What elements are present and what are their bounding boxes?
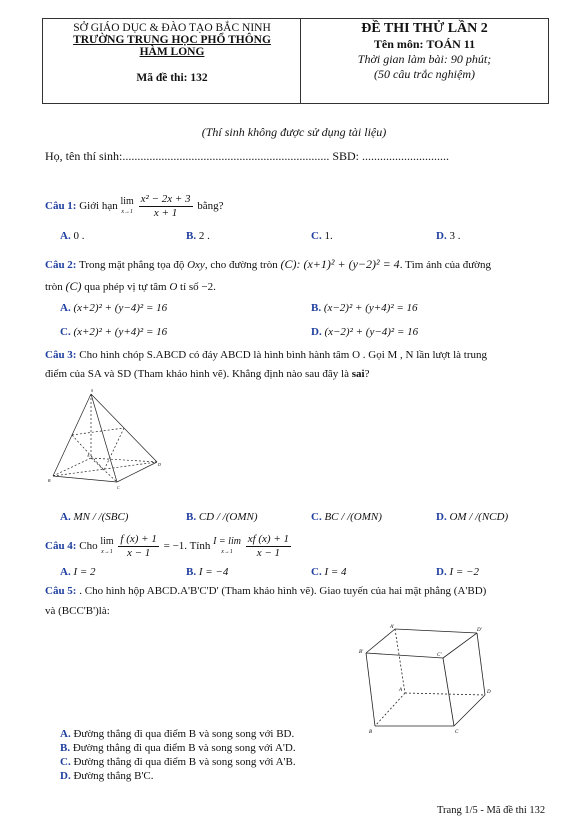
pyramid-label-b: B (48, 478, 51, 483)
school-name-line1: TRƯỜNG TRUNG HỌC PHỔ THÔNG (73, 34, 271, 46)
q2-option-b[interactable]: B. (x−2)² + (y+4)² = 16 (311, 302, 418, 314)
department-name: SỞ GIÁO DỤC & ĐÀO TẠO BẮC NINH (73, 22, 271, 34)
q1-option-a[interactable]: A. 0 . (60, 230, 85, 242)
q1-option-d[interactable]: D. 3 . (436, 230, 461, 242)
q4-option-c[interactable]: C. I = 4 (311, 566, 347, 578)
question-5: Câu 5: . Cho hình hộp ABCD.A'B'C'D' (Tham khảo hình vẽ). Giao tuyến của hai mặt phẳng (A'BD) (45, 585, 487, 597)
question-count: (50 câu trắc nghiệm) (374, 67, 475, 81)
pyramid-figure (47, 386, 165, 490)
pyramid-label-d: D (158, 462, 161, 467)
q2-option-c[interactable]: C. (x+2)² + (y+4)² = 16 (60, 326, 168, 338)
question-5-line2: và (BCC'B')là: (45, 605, 110, 617)
subject: Tên môn: TOÁN 11 (373, 37, 476, 51)
question-3: Câu 3: Cho hình chóp S.ABCD có đáy ABCD là hình bình hành tâm O . Gọi M , N lần lượt là trung (45, 349, 487, 361)
header-left (44, 22, 300, 84)
q4-limit-1: lim x→1 (100, 535, 114, 555)
exam-title: ĐỀ THI THỬ LẦN 2 (361, 21, 488, 36)
box-label-a: A (399, 688, 403, 693)
q4-option-b[interactable]: B. I = −4 (186, 566, 229, 578)
pyramid-label-s: S (91, 388, 93, 393)
notice: (Thí sinh không được sử dụng tài liệu) (201, 125, 387, 139)
box-label-b1: B' (359, 650, 364, 655)
school-name-line2: HÀM LONG (139, 46, 205, 58)
box-label-c1: C' (437, 653, 442, 658)
q1-option-b[interactable]: B. 2 . (186, 230, 210, 242)
q3-option-c[interactable]: C. BC / /(OMN) (311, 511, 382, 523)
box-figure (355, 623, 500, 735)
q5-option-c[interactable]: C. Đường thẳng đi qua điểm B và song song với A'B. (60, 756, 296, 768)
q4-label: Câu 4: (45, 540, 77, 553)
q1-option-c[interactable]: C. 1. (311, 230, 333, 242)
q5-option-b[interactable]: B. Đường thẳng đi qua điểm B và song song với A'D. (60, 742, 296, 754)
q4-fraction-1: $\frac{f (x) + 1}{x - 1}$ (120, 533, 157, 559)
q5-option-a[interactable]: A. Đường thẳng đi qua điểm B và song song với BD. (60, 728, 295, 740)
q1-fraction: $\frac{\text{x² − 2x + 3}}{x + 1}$ (140, 193, 191, 219)
q1-text-end: bằng? (197, 200, 224, 213)
q2-option-a[interactable]: A. (x+2)² + (y−4)² = 16 (60, 302, 168, 314)
student-info-line: Họ, tên thí sinh:..................................................................... SBD: ............................. (45, 149, 450, 163)
q1-label: Câu 1: (45, 200, 77, 213)
q5-option-d[interactable]: D. Đường thẳng B'C. (60, 770, 154, 782)
header-right (302, 21, 547, 82)
q4-option-d[interactable]: D. I = −2 (436, 566, 479, 578)
box-label-d1: D' (477, 628, 482, 633)
q1-limit: lim x→1 (120, 195, 134, 215)
header-divider (300, 18, 301, 104)
question-3-line2: điểm của SA và SD (Tham khảo hình vẽ). Khẳng định nào sau đây là sai? (45, 368, 370, 380)
q4-option-a[interactable]: A. I = 2 (60, 566, 96, 578)
q1-text: Giới hạn (79, 200, 118, 213)
question-2-line2: tròn (C) qua phép vị tự tâm O tỉ số −2. (45, 279, 216, 293)
q3-option-d[interactable]: D. OM / /(NCD) (436, 511, 509, 523)
exam-code: Mã đề thi: 132 (136, 72, 208, 84)
box-label-b: B (369, 730, 373, 735)
page-footer: Trang 1/5 - Mã đề thi 132 (437, 805, 546, 816)
q2-option-d[interactable]: D. (x−2)² + (y−4)² = 16 (311, 326, 419, 338)
box-label-d: D (487, 690, 491, 695)
q3-option-a[interactable]: A. MN / /(SBC) (60, 511, 129, 523)
question-4: Câu 4: Cho lim x→1 $\frac{f (x) + 1}{x - 1}$ = −1. Tính I = lim x→1 $\frac{xf (x) + 1}{x - 1}$ (45, 533, 290, 559)
q2-circle-equation: (C): (x+1)² + (y−2)² = 4 (280, 257, 400, 271)
q5-label: Câu 5: (45, 585, 77, 597)
q2-label: Câu 2: (45, 259, 77, 271)
box-label-c: C (455, 730, 459, 735)
q4-fraction-2: $\frac{xf (x) + 1}{x - 1}$ (247, 533, 290, 559)
q4-limit-2: I = lim x→1 (213, 535, 241, 555)
pyramid-label-c: C (117, 485, 120, 490)
q3-label: Câu 3: (45, 349, 77, 361)
question-1 (45, 193, 224, 220)
q3-option-b[interactable]: B. CD / /(OMN) (186, 511, 258, 523)
pyramid-label-a: A (87, 453, 90, 458)
box-label-a1: A' (390, 625, 395, 630)
duration: Thời gian làm bài: 90 phút; (357, 52, 492, 66)
question-2: Câu 2: Trong mặt phẳng tọa độ Oxy, cho đường tròn (C): (x+1)² + (y−2)² = 4. Tìm ảnh của đường (45, 257, 491, 271)
